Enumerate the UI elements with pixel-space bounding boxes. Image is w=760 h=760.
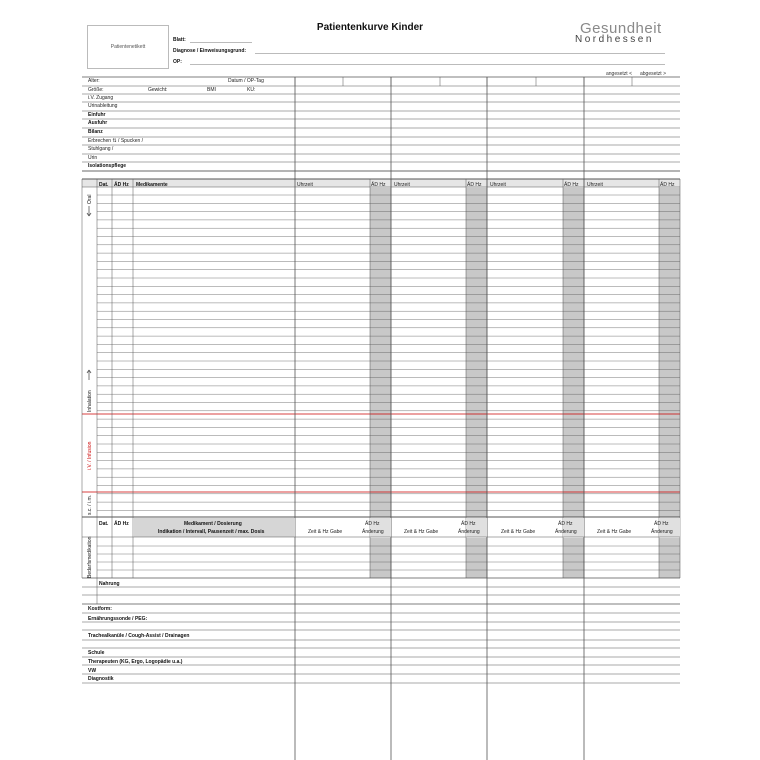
bedarf-title-1: Medikament / Dosierung	[184, 521, 242, 527]
bedarf-adhz-2: ÄD Hz	[461, 521, 476, 527]
row-isolationspflege: Isolationspflege	[88, 163, 127, 169]
patient-label-text: Patientenetikett	[110, 44, 146, 50]
row-bilanz: Bilanz	[88, 129, 103, 135]
adhz-3: ÄD Hz	[564, 182, 579, 188]
bedarf-col-dat: Dat.	[99, 521, 109, 527]
adhz-1: ÄD Hz	[371, 182, 386, 188]
row-bmi: BMI	[207, 87, 216, 93]
med-col-dat: Dat.	[99, 182, 109, 188]
bedarf-zeit-1: Zeit & Hz Gabe	[308, 529, 343, 535]
uhrzeit-3: Uhrzeit	[490, 182, 506, 188]
row-ku: KU:	[247, 87, 256, 93]
side-label-bedarf: Bedarfsmedikation	[87, 536, 93, 578]
bedarf-aenderung-3: Änderung	[555, 529, 577, 535]
row-ernaehrungssonde: Ernährungssonde / PEG:	[88, 616, 148, 622]
bedarf-aenderung-1: Änderung	[362, 529, 384, 535]
med-col-medikamente: Medikamente	[136, 182, 168, 188]
shade-bedarf-1	[466, 538, 487, 578]
row-urinableitung: Urinableitung	[88, 103, 118, 109]
bedarf-adhz-1: ÄD Hz	[365, 521, 380, 527]
row-kostform: Kostform:	[88, 606, 112, 612]
row-iv-zugang: i.V. Zugang	[88, 95, 114, 101]
bedarf-adhz-3: ÄD Hz	[558, 521, 573, 527]
blatt-label: Blatt:	[173, 37, 186, 43]
row-therapeuten: Therapeuten (KG, Ergo, Logopädie u.a.)	[88, 659, 183, 665]
bedarf-zeit-2: Zeit & Hz Gabe	[404, 529, 439, 535]
row-schule: Schule	[88, 650, 105, 656]
bedarf-zeit-3: Zeit & Hz Gabe	[501, 529, 536, 535]
side-label-inhalation: Inhalation	[87, 390, 93, 412]
side-label-sc-im: s.c. / i.m.	[87, 495, 93, 515]
bedarf-title-2: Indikation / Intervall, Pausenzeit / max. Dosis	[158, 529, 265, 535]
row-ausfuhr: Ausfuhr	[88, 120, 108, 126]
row-einfuhr: Einfuhr	[88, 112, 106, 118]
bedarf-col-adhz: ÄD Hz	[114, 521, 129, 527]
row-diagnostik: Diagnostik	[88, 676, 114, 682]
row-nahrung: Nahrung	[99, 581, 120, 587]
bedarf-zeit-4: Zeit & Hz Gabe	[597, 529, 632, 535]
diagnose-label: Diagnose / Einweisungsgrund:	[173, 48, 247, 54]
row-urin: Urin	[88, 155, 98, 161]
angesetzt-legend: angesetzt <	[606, 71, 632, 77]
shade-bedarf-0	[370, 538, 391, 578]
side-label-oral: Oral	[87, 194, 93, 204]
bedarf-aenderung-4: Änderung	[651, 529, 673, 535]
row-datum-op: Datum / OP-Tag	[228, 78, 264, 84]
bedarf-adhz-4: ÄD Hz	[654, 521, 669, 527]
op-label: OP:	[173, 59, 182, 65]
adhz-4: ÄD Hz	[660, 182, 675, 188]
logo-nordhessen: Nordhessen	[575, 34, 654, 45]
uhrzeit-2: Uhrzeit	[394, 182, 410, 188]
bedarf-aenderung-2: Änderung	[458, 529, 480, 535]
abgesetzt-legend: abgesetzt >	[640, 71, 666, 77]
row-vw: VW	[88, 668, 97, 674]
med-col-adhz: ÄD Hz	[114, 182, 129, 188]
row-stuhlgang: Stuhlgang /	[88, 146, 114, 152]
row-trachealkanuele: Trachealkanüle / Cough-Assist / Drainagen	[88, 633, 190, 639]
shade-bedarf-2	[563, 538, 584, 578]
row-gewicht: Gewicht:	[148, 87, 168, 93]
shade-bedarf-3	[659, 538, 680, 578]
row-groesse: Größe:	[88, 87, 104, 93]
logo-gesundheit: Gesundheit	[580, 20, 662, 37]
row-erbrechen: Erbrechen ⇅ / Spucken /	[88, 138, 144, 144]
uhrzeit-1: Uhrzeit	[297, 182, 313, 188]
uhrzeit-4: Uhrzeit	[587, 182, 603, 188]
page-title: Patientenkurve Kinder	[316, 22, 424, 33]
row-alter: Alter:	[88, 78, 100, 84]
adhz-2: ÄD Hz	[467, 182, 482, 188]
side-label-iv-infusion: i.V. / Infusion	[87, 441, 93, 470]
